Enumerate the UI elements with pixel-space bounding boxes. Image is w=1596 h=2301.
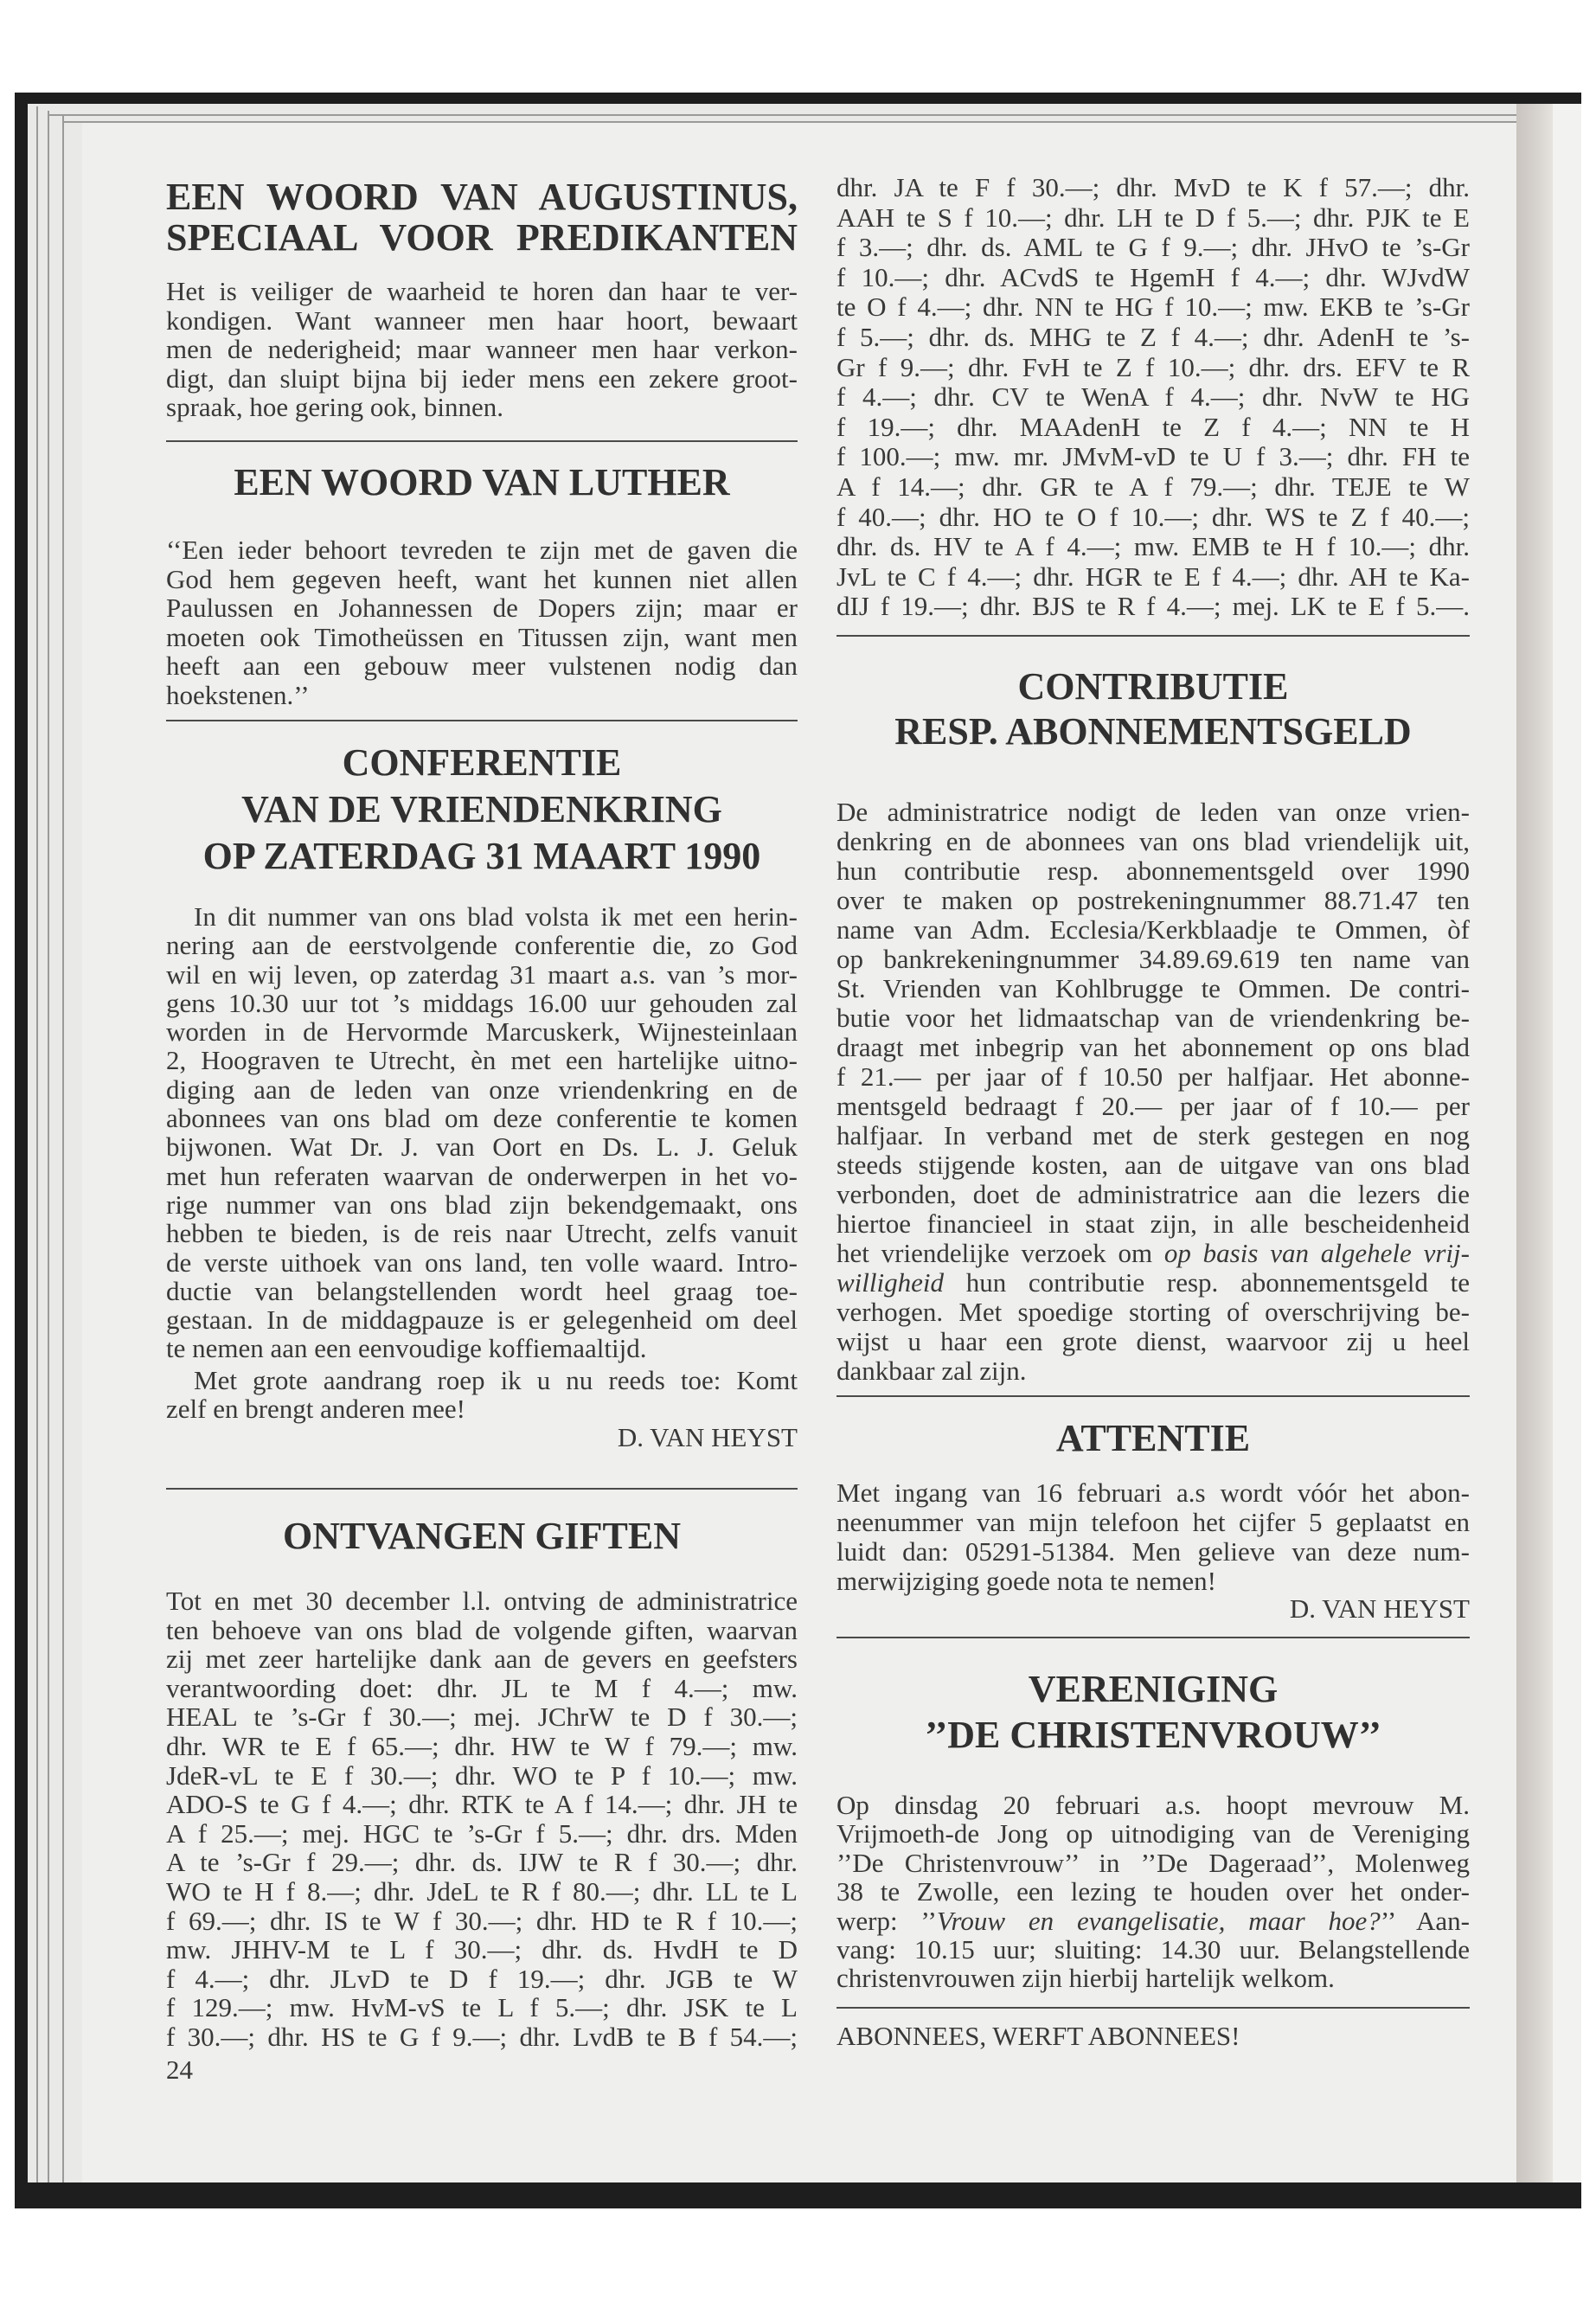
vereniging-text — [836, 1791, 1470, 1993]
text-line: SPECIAAL VOOR PREDIKANTEN — [166, 216, 798, 259]
text-line: OP ZATERDAG 31 MAART 1990 — [202, 835, 761, 877]
text-line: ’’DE CHRISTENVROUW’’ — [925, 1714, 1381, 1756]
divider — [836, 1637, 1470, 1638]
text-line: moeten ook Timotheüssen en Titussen zijn, want men — [166, 621, 798, 652]
text-line — [836, 1268, 1470, 1298]
text-line: gestaan. In de middagpauze is er gelegenheid om deel — [166, 1304, 798, 1336]
text-line: mw. JHHV-M te L f 30.—; dhr. ds. HvdH te D — [166, 1934, 798, 1965]
text-line: dhr. ds. HV te A f 4.—; mw. EMB te H f 10.—; dhr. — [836, 531, 1470, 562]
text-line: f 21.— per jaar of f 10.50 per halfjaar. Het abonne- — [836, 1061, 1470, 1092]
text-line: ADO-S te G f 4.—; dhr. RTK te A f 14.—; dhr. JH te — [166, 1789, 798, 1820]
conferentie-signature: D. VAN HEYST — [617, 1422, 798, 1452]
text-line: zij met zeer hartelijke dank aan de gevers en geefsters — [166, 1644, 798, 1675]
text-line: merwijziging goede nota te nemen! — [836, 1566, 1217, 1596]
page-edge-line — [48, 111, 49, 2182]
giften-list-right — [836, 173, 1470, 622]
conferentie-paragraph-2 — [166, 1366, 798, 1424]
text-line: met hun referaten waarvan de onderwerpen in het vo- — [166, 1160, 798, 1191]
text-line: f 30.—; dhr. HS te G f 9.—; dhr. LvdB te B f 54.—; — [166, 2021, 798, 2052]
text-line: denkring en de abonnees van ons blad vriendelijk uit, — [836, 826, 1470, 856]
text-line: Gr f 9.—; dhr. FvH te Z f 10.—; dhr. drs. EFV te R — [836, 351, 1470, 382]
divider — [166, 440, 798, 442]
text-line: f 4.—; dhr. CV te WenA f 4.—; dhr. NvW te HG — [836, 381, 1470, 413]
text-line: RESP. ABONNEMENTSGELD — [894, 710, 1412, 753]
augustinus-heading — [166, 176, 798, 258]
text-line: f 100.—; mw. mr. JMvM-vD te U f 3.—; dhr. FH te — [836, 441, 1470, 472]
text-line: f 10.—; dhr. ACvdS te HgemH f 4.—; dhr. WJvdW — [836, 261, 1470, 292]
page-number: 24 — [166, 2054, 193, 2085]
text-line: heeft aan een gebouw meer vulstenen nodig dan — [166, 651, 798, 681]
text-line: f 69.—; dhr. IS te W f 30.—; dhr. HD te R f 10.—; — [166, 1905, 798, 1936]
text-line: Op dinsdag 20 februari a.s. hoopt mevrouw M. — [836, 1790, 1470, 1820]
divider — [836, 635, 1470, 637]
page-edge-line — [48, 114, 1516, 116]
text-line: worden in de Hervormde Marcuskerk, Wijnesteinlaan — [166, 1016, 798, 1048]
text-line — [836, 1239, 1470, 1268]
text-line: Tot en met 30 december l.l. ontving de administratrice — [166, 1586, 798, 1616]
text-line: christenvrouwen zijn hierbij hartelijk welkom. — [836, 1963, 1335, 1994]
text-line: hebben te bieden, is de reis naar Utrecht, zelfs vanuit — [166, 1218, 798, 1249]
text-line: HEAL te ’s-Gr f 30.—; mej. JChrW te D f 30.—; — [166, 1702, 798, 1733]
attentie-text — [836, 1478, 1470, 1596]
divider — [166, 1488, 798, 1490]
text-line: Het is veiliger de waarheid te horen dan haar te ver- — [166, 276, 798, 306]
text-line: bijwonen. Wat Dr. J. van Oort en Ds. L. J. Geluk — [166, 1131, 798, 1163]
text-line: verhogen. Met spoedige storting of overschrijving be- — [836, 1297, 1470, 1327]
attentie-heading — [836, 1418, 1470, 1459]
text-line: abonnees van ons blad om deze conferentie te komen — [166, 1103, 798, 1134]
text-line: vang: 10.15 uur; sluiting: 14.30 uur. Belangstellende — [836, 1934, 1470, 1965]
text-line: butie voor het lidmaatschap van de vriendenkring be- — [836, 1003, 1470, 1033]
text-line: A f 14.—; dhr. GR te A f 79.—; dhr. TEJE te W — [836, 471, 1470, 502]
text-line: de verste uithoek van ons land, ten volle waard. Intro- — [166, 1247, 798, 1278]
text-line: Paulussen en Johannessen de Dopers zijn; maar er — [166, 593, 798, 623]
text-line: Met ingang van 16 februari a.s wordt vóór het abon- — [836, 1477, 1470, 1508]
text-line: VERENIGING — [1028, 1668, 1279, 1710]
conferentie-heading — [166, 740, 798, 880]
text-line: rige nummer van ons blad zijn bekendgemaakt, ons — [166, 1189, 798, 1220]
italic-text: Vrouw en evangelisatie, maar hoe? — [936, 1905, 1381, 1936]
text-line: Vrijmoeth-de Jong op uitnodiging van de Vereniging — [836, 1818, 1470, 1849]
contributie-text — [836, 798, 1470, 1386]
text-line: JvL te C f 4.—; dhr. HGR te E f 4.—; dhr. AH te Ka- — [836, 561, 1470, 592]
text-line: men de nederigheid; maar wanneer men haar verkon- — [166, 334, 798, 364]
text-line: hun contributie resp. abonnementsgeld over 1990 — [836, 856, 1470, 886]
text-line: wil en wij leven, op zaterdag 31 maart a.s. van ’s mor- — [166, 958, 798, 990]
italic-text: op basis van algehele vrij- — [1163, 1238, 1470, 1268]
text-segment: werp: ’’ — [836, 1905, 937, 1936]
text-line: De administratrice nodigt de leden van onze vrien- — [836, 797, 1470, 827]
text-line: In dit nummer van ons blad volsta ik met een herin- — [194, 901, 798, 932]
divider — [836, 2007, 1470, 2009]
text-line: op bankrekeningnummer 34.89.69.619 ten name van — [836, 944, 1470, 974]
text-line: f 4.—; dhr. JLvD te D f 19.—; dhr. JGB te W — [166, 1963, 798, 1994]
text-line: halfjaar. In verband met de sterk gestegen en nog — [836, 1120, 1470, 1150]
text-line: EEN WOORD VAN AUGUSTINUS, — [166, 176, 798, 218]
text-line: spraak, hoe gering ook, binnen. — [166, 392, 503, 422]
text-line: EEN WOORD VAN LUTHER — [234, 461, 730, 503]
text-line: f 40.—; dhr. HO te O f 10.—; dhr. WS te Z f 40.—; — [836, 501, 1470, 532]
text-line: CONFERENTIE — [342, 741, 622, 784]
conferentie-paragraph-1 — [166, 902, 798, 1363]
text-line: zelf en brengt anderen mee! — [166, 1394, 465, 1425]
text-line: JdeR-vL te E f 30.—; dhr. WO te P f 10.—; mw. — [166, 1759, 798, 1791]
text-line: A te ’s-Gr f 29.—; dhr. ds. IJW te R f 30.—; dhr. — [166, 1847, 798, 1878]
text-line: God hem gegeven heeft, want het kunnen niet allen — [166, 563, 798, 594]
text-line: ten behoeve van ons blad de volgende giften, waarvan — [166, 1614, 798, 1645]
text-line: A f 25.—; mej. HGC te ’s-Gr f 5.—; dhr. drs. Mden — [166, 1817, 798, 1849]
text-line: verantwoording doet: dhr. JL te M f 4.—; mw. — [166, 1672, 798, 1703]
divider — [836, 1395, 1470, 1397]
text-line: 38 te Zwolle, een lezing te houden over het onder- — [836, 1876, 1470, 1907]
page-edge-line — [62, 114, 64, 2182]
text-line: nering aan de eerstvolgende conferentie die, zo God — [166, 930, 798, 961]
text-line: verbonden, doet de administratrice aan die lezers die — [836, 1179, 1470, 1209]
augustinus-text — [166, 277, 798, 422]
text-line: hoekstenen.’’ — [166, 679, 310, 710]
text-segment: het vriendelijke verzoek om — [836, 1238, 1164, 1268]
text-segment: hun contributie resp. abonnementsgeld te — [944, 1267, 1470, 1298]
text-line: over te maken op postrekeningnummer 88.71.47 ten — [836, 885, 1470, 915]
italic-text: willigheid — [836, 1267, 944, 1298]
text-line: luidt dan: 05291-51384. Men gelieve van deze num- — [836, 1536, 1470, 1567]
text-line: diging aan de leden van onze vriendenkring en de — [166, 1074, 798, 1105]
text-line: CONTRIBUTIE — [1017, 665, 1289, 708]
text-line: dhr. JA te F f 30.—; dhr. MvD te K f 57.—; dhr. — [836, 172, 1470, 202]
luther-heading — [166, 462, 798, 503]
text-line: kondigen. Want wanneer men haar hoort, bewaart — [166, 304, 798, 336]
text-line: neenummer van mijn telefoon het cijfer 5 geplaatst en — [836, 1507, 1470, 1537]
text-line: f 129.—; mw. HvM-vS te L f 5.—; dhr. JSK te L — [166, 1992, 798, 2023]
divider — [166, 720, 798, 721]
text-line: hiertoe financieel in staat zijn, in alle bescheidenheid — [836, 1208, 1470, 1239]
text-line: te nemen aan een eenvoudige koffiemaaltijd. — [166, 1333, 647, 1364]
attentie-signature: D. VAN HEYST — [1289, 1593, 1470, 1624]
text-line: ductie van belangstellenden wordt heel graag toe- — [166, 1275, 798, 1306]
text-segment: ’’ Aan- — [1380, 1905, 1470, 1936]
text-line: mentsgeld bedraagt f 20.— per jaar of f 10.— per — [836, 1091, 1470, 1121]
text-line: WO te H f 8.—; dhr. JdeL te R f 80.—; dhr. LL te L — [166, 1875, 798, 1907]
text-line: gens 10.30 uur tot ’s middags 16.00 uur gehouden zal — [166, 987, 798, 1018]
text-line: ATTENTIE — [1055, 1417, 1251, 1459]
text-line: Met grote aandrang roep ik u nu reeds toe: Komt — [194, 1365, 798, 1395]
text-line: St. Vrienden van Kohlbrugge te Ommen. De contri- — [836, 973, 1470, 1003]
text-line: digt, dan sluipt bijna bij ieder mens een zekere groot- — [166, 362, 798, 394]
text-line: draagt met inbegrip van het abonnement op ons blad — [836, 1032, 1470, 1062]
text-line: te O f 4.—; dhr. NN te HG f 10.—; mw. EKB te ’s-Gr — [836, 292, 1470, 323]
vereniging-heading — [836, 1666, 1470, 1758]
text-line: name van Adm. Ecclesia/Kerkblaadje te Ommen, òf — [836, 914, 1470, 945]
luther-quote — [166, 535, 798, 709]
text-line: 2, Hoograven te Utrecht, èn met een hartelijke uitno- — [166, 1045, 798, 1076]
giften-list-left — [166, 1586, 798, 2052]
page-edge-line — [36, 106, 38, 2182]
text-line: dankbaar zal zijn. — [836, 1356, 1027, 1386]
footer-slogan: ABONNEES, WERFT ABONNEES! — [836, 2021, 1240, 2051]
text-line: dhr. WR te E f 65.—; dhr. HW te W f 79.—; mw. — [166, 1730, 798, 1761]
text-line: wijst u haar een grote dienst, waarvoor zij u heel — [836, 1326, 1470, 1356]
giften-heading — [166, 1516, 798, 1557]
text-line: ’’De Christenvrouw’’ in ’’De Dageraad’’, Molenweg — [836, 1847, 1470, 1878]
text-line: VAN DE VRIENDENKRING — [241, 788, 722, 830]
text-line: f 19.—; dhr. MAAdenH te Z f 4.—; NN te H — [836, 411, 1470, 442]
text-line: dIJ f 19.—; dhr. BJS te R f 4.—; mej. LK te E f 5.—. — [836, 591, 1470, 622]
book-spine-shadow — [1516, 104, 1553, 2182]
text-line: f 3.—; dhr. ds. AML te G f 9.—; dhr. JHvO te ’s-Gr — [836, 232, 1470, 263]
text-line: ONTVANGEN GIFTEN — [282, 1515, 682, 1557]
text-line: steeds stijgende kosten, aan de uitgave van ons blad — [836, 1150, 1470, 1180]
text-line: f 5.—; dhr. ds. MHG te Z f 4.—; dhr. AdenH te ’s- — [836, 321, 1470, 352]
text-line: ‘‘Een ieder behoort tevreden te zijn met de gaven die — [166, 535, 798, 565]
book-edge — [1553, 104, 1581, 2182]
text-line — [836, 1907, 1470, 1935]
text-line: AAH te S f 10.—; dhr. LH te D f 5.—; dhr. PJK te E — [836, 202, 1470, 233]
contributie-heading — [836, 664, 1470, 754]
